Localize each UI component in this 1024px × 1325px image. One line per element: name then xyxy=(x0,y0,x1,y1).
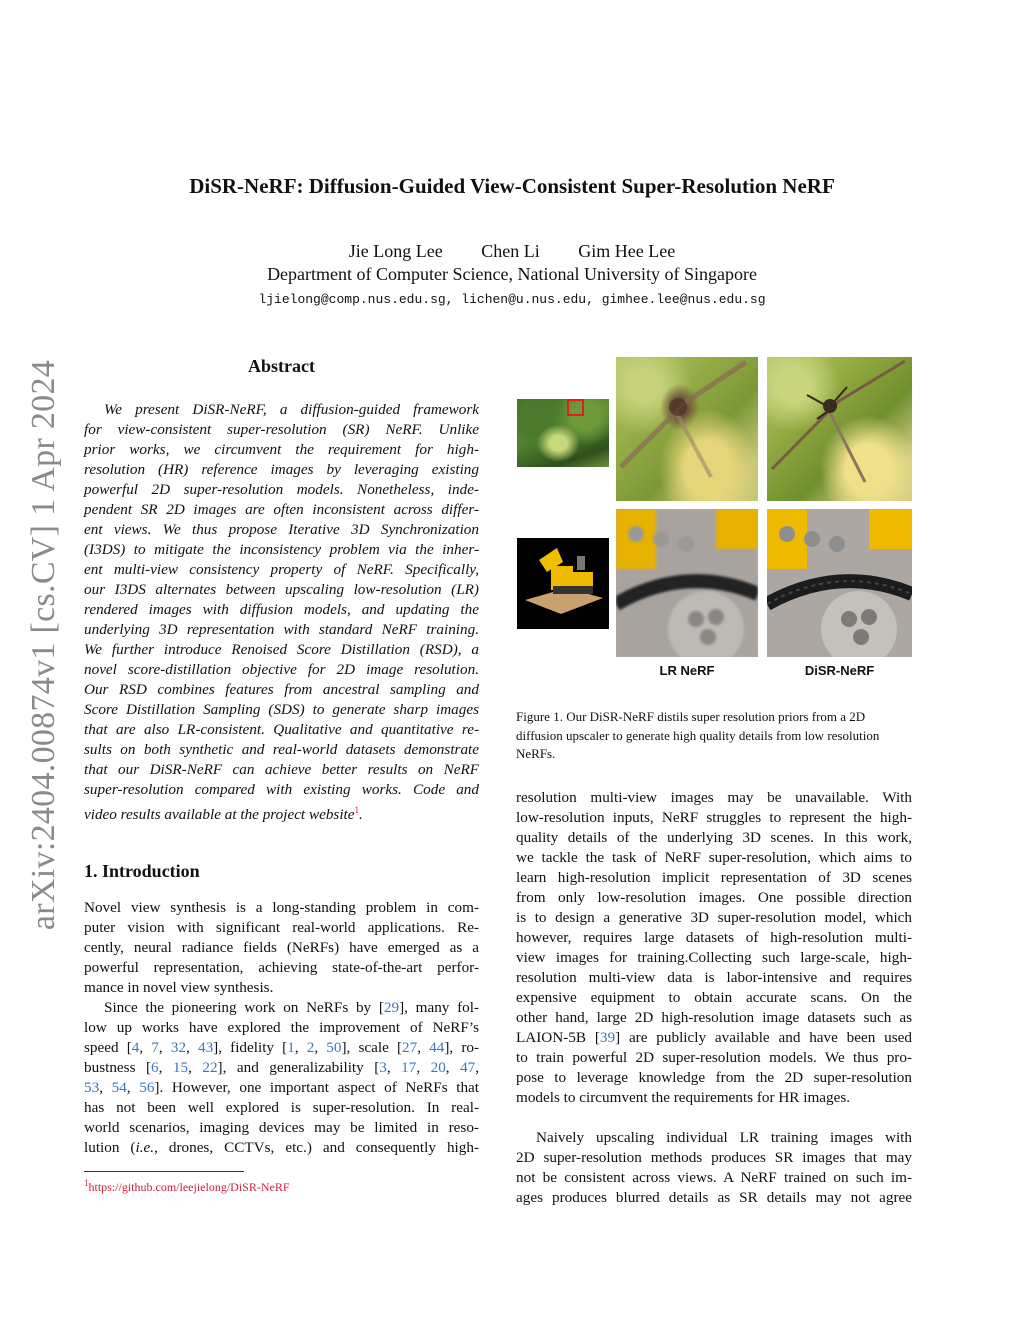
abstract-line: video results available at the project website xyxy=(84,806,355,824)
body-line: to train powerful 2D super-resolution models. We thus pro- xyxy=(516,1049,912,1066)
text-run: LAION-5B [ xyxy=(516,1029,600,1046)
abstract-line: that are also LR-consistent. Qualitative and quantitative re- xyxy=(84,721,479,738)
abstract-line: (I3DS) to mitigate the inconsistency problem via the inher- xyxy=(84,541,479,558)
disr-nerf-forest-crop xyxy=(767,357,912,501)
arxiv-identifier xyxy=(14,360,74,930)
abstract-line: underlying 3D representation with standard NeRF training. xyxy=(84,621,479,638)
citation-link[interactable]: 29 xyxy=(383,999,400,1016)
citation-link[interactable]: 17 xyxy=(401,1059,417,1076)
citation-link[interactable]: 2 xyxy=(306,1039,315,1056)
abstract-line: ent multi-view consistency property of NeRF. Specifically, xyxy=(84,561,479,578)
citation-link[interactable]: 39 xyxy=(599,1029,616,1046)
citation-link[interactable]: 15 xyxy=(172,1059,189,1076)
body-line: pose to leverage knowledge from the 2D super-resolution xyxy=(516,1069,912,1086)
citation-link[interactable]: 53 xyxy=(84,1079,100,1096)
abstract-period: . xyxy=(359,806,363,824)
author-name: Chen Li xyxy=(481,241,540,261)
figure-1 xyxy=(516,357,912,687)
author-name: Jie Long Lee xyxy=(348,241,443,261)
abstract-line: We further introduce Renoised Score Distillation (RSD), a xyxy=(84,641,479,658)
text-run: ], ro- xyxy=(444,1039,480,1056)
figure-caption: Figure 1. Our DiSR-NeRF distils super resolution priors from a 2D diffusion upscaler to generate high quality details from low resolution NeRFs. xyxy=(516,709,880,761)
lego-bulldozer-drawing xyxy=(517,538,609,629)
abstract-line: rendered images with diffusion models, and updating the xyxy=(84,601,479,618)
forest-thumbnail-image xyxy=(517,399,609,467)
body-line: Naively upscaling individual LR training images with xyxy=(536,1129,912,1146)
text-run-italic: i.e. xyxy=(135,1139,155,1156)
intro-line: world scenarios, imaging devices may be limited in reso- xyxy=(84,1119,479,1136)
body-line xyxy=(516,1028,912,1048)
abstract-line: sults on both synthetic and real-world datasets demonstrate xyxy=(84,741,479,758)
text-run: lution ( xyxy=(84,1139,136,1156)
figure-label-disr-nerf: DiSR-NeRF xyxy=(804,663,875,678)
abstract-body xyxy=(84,400,479,825)
body-line: expensive equipment to obtain accurate scans. On the xyxy=(516,989,912,1006)
paragraph-spacer xyxy=(516,1108,912,1128)
abstract-line: resolution (HR) reference images by leveraging existing xyxy=(84,461,479,478)
lr-nerf-lego-crop xyxy=(616,509,758,657)
footnote-number: 1 xyxy=(84,1178,89,1188)
text-run: speed [ xyxy=(84,1039,132,1056)
abstract-line: for view-consistent super-resolution (SR) NeRF. Unlike xyxy=(84,421,479,438)
citation-link[interactable]: 22 xyxy=(202,1059,218,1076)
project-website-link[interactable]: https://github.com/leejielong/DiSR-NeRF xyxy=(88,1180,290,1194)
text-run: , drones, CCTVs, etc.) and consequently high- xyxy=(154,1139,479,1156)
abstract-line: that our DiSR-NeRF can achieve better results on NeRF xyxy=(84,761,479,778)
text-run: ], scale [ xyxy=(341,1039,403,1056)
intro-line: mance in novel view synthesis. xyxy=(84,979,274,996)
citation-link[interactable]: 1 xyxy=(287,1039,295,1056)
footnote-divider xyxy=(84,1171,244,1172)
abstract-line: our I3DS alternates between upscaling low-resolution (LR) xyxy=(84,581,479,598)
body-line: models to circumvent the requirements for HR images. xyxy=(516,1089,851,1106)
text-run: ], and generalizability [ xyxy=(217,1059,380,1076)
intro-body xyxy=(84,898,479,1158)
citation-link[interactable]: 6 xyxy=(151,1059,159,1076)
lego-gear-drawing xyxy=(767,509,912,657)
citation-link[interactable]: 54 xyxy=(111,1079,127,1096)
body-line: ages produces blurred details as SR details may not agree xyxy=(516,1189,912,1206)
branch-drawing xyxy=(616,357,758,501)
disr-nerf-lego-crop xyxy=(767,509,912,657)
intro-line: bustness [6, 15, 22], and generalizability [3, 17, 20, 47, xyxy=(84,1059,480,1076)
text-run: Since the pioneering work on NeRFs by [ xyxy=(104,999,384,1016)
text-run: ] are publicly available and have been used xyxy=(615,1029,912,1046)
right-column-body xyxy=(516,788,912,1208)
author-list xyxy=(80,241,944,262)
footnote-marker[interactable]: 1 xyxy=(354,805,360,815)
body-line: we tackle the task of NeRF super-resolution, which aims to xyxy=(516,849,912,866)
abstract-line: Score Distillation Sampling (SDS) to generate sharp images xyxy=(84,701,479,718)
citation-link[interactable]: 20 xyxy=(430,1059,446,1076)
author-name: Gim Hee Lee xyxy=(578,241,676,261)
intro-line: puter vision with significant real-world applications. Re- xyxy=(84,919,479,936)
zoom-region-box xyxy=(567,399,584,416)
body-line: from only low-resolution images. One possible direction xyxy=(516,889,912,906)
abstract-line: powerful 2D super-resolution models. Nonetheless, inde- xyxy=(84,481,479,498)
text-run: , xyxy=(475,1059,480,1076)
intro-line xyxy=(84,1138,479,1158)
intro-line: powerful representation, achieving state-of-the-art perfor- xyxy=(84,959,479,976)
body-line: low-resolution inputs, NeRF struggles to represent the high- xyxy=(516,809,912,826)
text-run: ], fidelity [ xyxy=(213,1039,288,1056)
body-line: resolution multi-view images may be unavailable. With xyxy=(516,789,912,806)
citation-link[interactable]: 44 xyxy=(429,1039,445,1056)
author-emails: ljielong@comp.nus.edu.sg, lichen@u.nus.edu, gimhee.lee@nus.edu.sg xyxy=(258,292,766,307)
intro-line: cently, neural radiance fields (NeRFs) have emerged as a xyxy=(84,939,479,956)
lego-gear-drawing xyxy=(616,509,758,657)
abstract-line: super-resolution compared with existing works. Code and xyxy=(84,781,479,798)
body-line: however, requires large datasets of high-resolution multi- xyxy=(516,929,912,946)
abstract-line: ent views. We thus propose Iterative 3D Synchronization xyxy=(84,521,479,538)
intro-line: Novel view synthesis is a long-standing problem in com- xyxy=(84,899,479,916)
body-line: resolution multi-view data is labor-intensive and requires xyxy=(516,969,912,986)
body-line: quality details of the underlying 3D scenes. In this work, xyxy=(516,829,912,846)
lr-nerf-forest-crop xyxy=(616,357,758,501)
abstract-line: We present DiSR-NeRF, a diffusion-guided framework xyxy=(104,401,479,418)
abstract-line: Our RSD combines features from ancestral sampling and xyxy=(84,681,479,698)
intro-line xyxy=(84,998,479,1018)
affiliation: Department of Computer Science, National University of Singapore xyxy=(267,264,757,284)
intro-line: speed [4, 7, 32, 43], fidelity [1, 2, 50], scale [27, 44], ro- xyxy=(84,1039,480,1056)
body-line: learn high-resolution implicit representation of 3D scenes xyxy=(516,869,912,886)
citation-link[interactable]: 3 xyxy=(379,1059,387,1076)
text-run: ], many fol- xyxy=(399,999,479,1016)
section-heading-introduction: 1. Introduction xyxy=(84,861,200,881)
abstract-line: pendent SR 2D images are often inconsistent across differ- xyxy=(84,501,479,518)
citation-link[interactable]: 32 xyxy=(170,1039,187,1056)
citation-link[interactable]: 7 xyxy=(151,1039,159,1056)
branch-drawing xyxy=(767,357,912,501)
footnote xyxy=(84,1178,290,1195)
intro-line: has not been well explored is super-resolution. In real- xyxy=(84,1099,479,1116)
citation-link[interactable]: 50 xyxy=(326,1039,342,1056)
intro-line: low up works have explored the improvement of NeRF’s xyxy=(84,1019,479,1036)
lego-thumbnail-image xyxy=(517,538,609,629)
citation-link[interactable]: 4 xyxy=(131,1039,140,1056)
body-line: is to design a generative 3D super-resolution model, which xyxy=(516,909,912,926)
intro-line: 53, 54, 56]. However, one important aspect of NeRFs that xyxy=(84,1079,479,1096)
citation-link[interactable]: 27 xyxy=(402,1039,418,1056)
body-line: not be consistent across views. A NeRF trained on such im- xyxy=(516,1169,912,1186)
body-line: view images for training.Collecting such large-scale, high- xyxy=(516,949,912,966)
paper-title: DiSR-NeRF: Diffusion-Guided View-Consistent Super-Resolution NeRF xyxy=(189,174,835,198)
abstract-line: novel score-distillation objective for 2D image resolution. xyxy=(84,661,479,678)
abstract-line: prior works, we circumvent the requirement for high- xyxy=(84,441,479,458)
citation-link[interactable]: 47 xyxy=(460,1059,476,1076)
citation-link[interactable]: 56 xyxy=(139,1079,155,1096)
body-line: 2D super-resolution methods produces SR images that may xyxy=(516,1149,912,1166)
figure-label-lr-nerf: LR NeRF xyxy=(659,663,715,678)
text-run: ]. However, one important aspect of NeRFs that xyxy=(154,1079,479,1096)
arxiv-identifier-text: arXiv:2404.00874v1 [cs.CV] 1 Apr 2024 xyxy=(25,359,62,931)
abstract-heading: Abstract xyxy=(248,356,315,376)
abstract-last-line xyxy=(84,800,479,825)
citation-link[interactable]: 43 xyxy=(197,1039,214,1056)
body-line: other hand, large 2D high-resolution image datasets such as xyxy=(516,1009,912,1026)
text-run: bustness [ xyxy=(84,1059,152,1076)
